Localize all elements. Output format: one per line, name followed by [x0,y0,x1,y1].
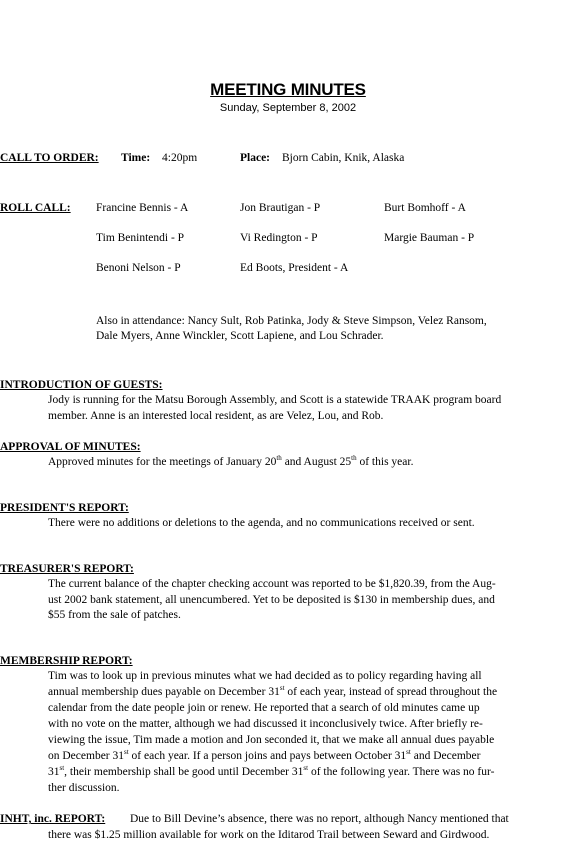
roll-call-member: Ed Boots, President - A [240,262,349,274]
roll-call-member: Jon Brautigan - P [240,202,321,214]
approval-text: Approved minutes for the meetings of January 20th and August 25th of this year. [48,454,414,468]
roll-call-member: Benoni Nelson - P [96,262,181,274]
membership-text: viewing the issue, Tim made a motion and Jon seconded it, that we make all annual dues payable [48,734,495,746]
time-label: Time: [121,152,151,164]
attendance-line: Dale Myers, Anne Winckler, Scott Lapiene, and Lou Schrader. [96,330,384,342]
approval-heading: APPROVAL OF MINUTES: [0,441,141,453]
place-value: Bjorn Cabin, Knik, Alaska [282,152,405,164]
treasurer-text: $55 from the sale of patches. [48,609,181,621]
membership-text: on December 31st of each year. If a person joins and pays between October 31st and December [48,748,481,762]
president-heading: PRESIDENT'S REPORT: [0,502,129,514]
membership-text: Tim was to look up in previous minutes what we had decided as to policy regarding having all [48,670,482,682]
roll-call-member: Francine Bennis - A [96,202,189,214]
membership-heading: MEMBERSHIP REPORT: [0,655,133,667]
membership-text: ther discussion. [48,782,120,794]
roll-call-heading: ROLL CALL: [0,202,71,214]
inht-text: there was $1.25 million available for work on the Iditarod Trail between Seward and Girdwood. [48,829,490,841]
time-value: 4:20pm [162,152,198,164]
page-subtitle: Sunday, September 8, 2002 [219,102,357,114]
membership-text: with no vote on the matter, although we had discussed it inconclusively twice. After briefly re- [48,718,483,730]
roll-call-member: Tim Benintendi - P [96,232,185,244]
membership-text: 31st, their membership shall be good until December 31st of the following year. There was no fur- [48,764,495,778]
treasurer-text: ust 2002 bank statement, all unencumbered. Yet to be deposited is $130 in membership dues, and [48,594,495,606]
roll-call-member: Vi Redington - P [240,232,318,244]
treasurer-heading: TREASURER'S REPORT: [0,563,134,575]
membership-text: annual membership dues payable on December 31st of each year, instead of spread throughout the [48,684,498,698]
inht-heading: INHT, inc. REPORT: [0,813,106,825]
roll-call-member: Burt Bomhoff - A [384,202,466,214]
inht-text: Due to Bill Devine’s absence, there was no report, although Nancy mentioned that [130,813,509,825]
president-text: There were no additions or deletions to the agenda, and no communications received or sent. [48,517,475,529]
guests-text: Jody is running for the Matsu Borough Assembly, and Scott is a statewide TRAAK program board [48,394,502,406]
call-to-order-heading: CALL TO ORDER: [0,152,99,164]
roll-call-member: Margie Bauman - P [384,232,475,244]
guests-heading: INTRODUCTION OF GUESTS: [0,379,163,391]
attendance-line: Also in attendance: Nancy Sult, Rob Patinka, Jody & Steve Simpson, Velez Ransom, [96,315,487,327]
page-title: MEETING MINUTES [210,80,366,99]
membership-text: calendar from the date people join or renew. He reported that a search of old minutes came up [48,702,480,714]
place-label: Place: [240,152,271,164]
guests-text: member. Anne is an interested local resident, as are Velez, Lou, and Rob. [48,410,384,422]
treasurer-text: The current balance of the chapter checking account was reported to be $1,820.39, from the Aug- [48,578,496,590]
